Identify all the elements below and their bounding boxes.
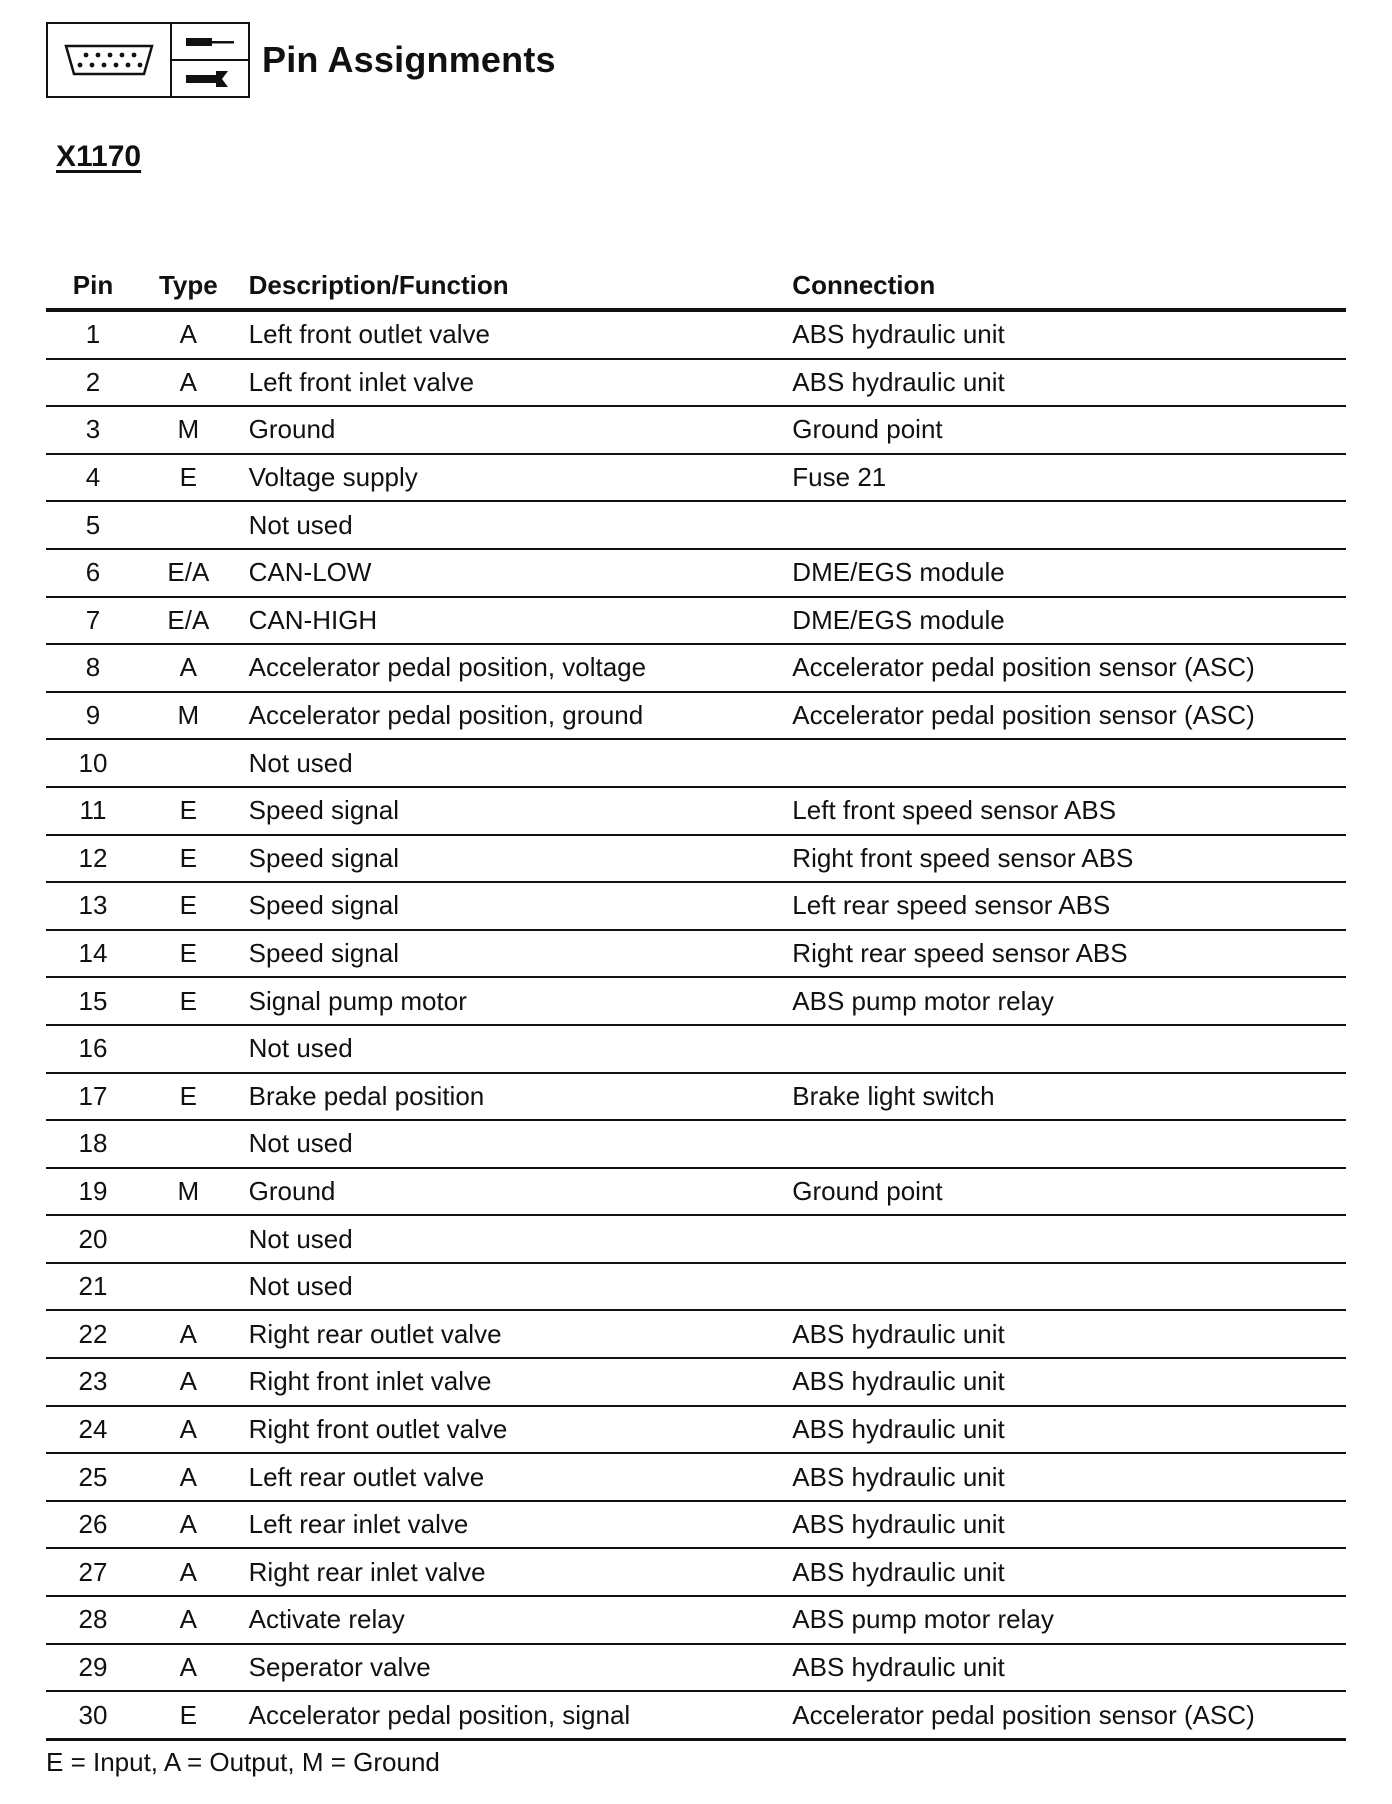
connection-cell: Left front speed sensor ABS [792,787,1346,835]
table-row [46,454,1346,502]
type-cell: E [140,1691,237,1739]
table-row [46,977,1346,1025]
pin-cell: 6 [46,549,140,597]
description-cell: Not used [237,1263,793,1311]
description-cell: Left rear outlet valve [237,1453,793,1501]
table-row [46,835,1346,883]
pin-cell: 30 [46,1691,140,1739]
type-cell: E [140,454,237,502]
pin-cell: 21 [46,1263,140,1311]
table-row [46,501,1346,549]
connection-cell: Ground point [792,406,1346,454]
description-cell: Signal pump motor [237,977,793,1025]
table-row [46,310,1346,359]
table-row [46,1644,1346,1692]
pin-cell: 17 [46,1073,140,1121]
pin-cell: 7 [46,597,140,645]
pin-cell: 26 [46,1501,140,1549]
pin-cell: 19 [46,1168,140,1216]
connection-cell: Accelerator pedal position sensor (ASC) [792,692,1346,740]
type-cell [140,1215,237,1263]
connection-cell: Fuse 21 [792,454,1346,502]
connection-cell: DME/EGS module [792,597,1346,645]
table-row [46,1596,1346,1644]
table-row [46,1548,1346,1596]
connection-cell: ABS hydraulic unit [792,1310,1346,1358]
type-cell: A [140,1548,237,1596]
pin-cell: 15 [46,977,140,1025]
description-cell: Ground [237,1168,793,1216]
connection-cell [792,1215,1346,1263]
description-cell: Left front outlet valve [237,310,793,359]
description-cell: Not used [237,1120,793,1168]
type-cell: A [140,1644,237,1692]
connection-cell: ABS pump motor relay [792,1596,1346,1644]
table-row [46,692,1346,740]
table-row [46,597,1346,645]
column-header-type: Type [140,262,237,310]
type-cell [140,501,237,549]
type-cell: A [140,1453,237,1501]
description-cell: Accelerator pedal position, voltage [237,644,793,692]
description-cell: CAN-HIGH [237,597,793,645]
type-cell [140,1025,237,1073]
connection-cell: Accelerator pedal position sensor (ASC) [792,644,1346,692]
connection-cell: ABS hydraulic unit [792,359,1346,407]
column-header-pin: Pin [46,262,140,310]
description-cell: Accelerator pedal position, ground [237,692,793,740]
pin-cell: 13 [46,882,140,930]
pin-rows [46,310,1346,1739]
connection-cell: Left rear speed sensor ABS [792,882,1346,930]
type-cell: A [140,1501,237,1549]
table-row [46,1073,1346,1121]
description-cell: Left rear inlet valve [237,1501,793,1549]
table-row [46,930,1346,978]
connection-cell: ABS hydraulic unit [792,1644,1346,1692]
description-cell: Not used [237,501,793,549]
table-row [46,1453,1346,1501]
page-title: Pin Assignments [262,39,556,80]
connection-cell: ABS hydraulic unit [792,1501,1346,1549]
description-cell: Speed signal [237,930,793,978]
table-row [46,1310,1346,1358]
table-row [46,1120,1346,1168]
type-cell: E [140,977,237,1025]
wrench-icon [172,61,248,96]
type-cell: A [140,1358,237,1406]
type-cell: M [140,406,237,454]
description-cell: Left front inlet valve [237,359,793,407]
table-row [46,882,1346,930]
connection-cell: DME/EGS module [792,549,1346,597]
tools-icon [172,24,248,96]
table-row [46,359,1346,407]
type-cell: A [140,644,237,692]
screwdriver-icon [172,24,248,61]
description-cell: Not used [237,1025,793,1073]
type-cell: A [140,1310,237,1358]
description-cell: Speed signal [237,787,793,835]
pin-cell: 10 [46,739,140,787]
connection-cell [792,501,1346,549]
table-row [46,787,1346,835]
table-row [46,549,1346,597]
table-row [46,644,1346,692]
description-cell: Activate relay [237,1596,793,1644]
type-cell: A [140,1596,237,1644]
table-row [46,1691,1346,1739]
type-cell: E [140,787,237,835]
connection-cell: ABS hydraulic unit [792,1406,1346,1454]
pin-cell: 1 [46,310,140,359]
type-cell: E [140,835,237,883]
type-cell [140,739,237,787]
type-cell: A [140,1406,237,1454]
connection-cell: Ground point [792,1168,1346,1216]
table-row [46,1025,1346,1073]
connection-cell [792,1263,1346,1311]
description-cell: Speed signal [237,882,793,930]
description-cell: Speed signal [237,835,793,883]
table-row [46,1406,1346,1454]
page-header [46,20,556,100]
type-cell: A [140,310,237,359]
table-row [46,1358,1346,1406]
description-cell: Right rear inlet valve [237,1548,793,1596]
connection-cell [792,739,1346,787]
type-legend: E = Input, A = Output, M = Ground [46,1747,440,1777]
description-cell: Seperator valve [237,1644,793,1692]
description-cell: Voltage supply [237,454,793,502]
type-cell: E [140,930,237,978]
description-cell: Ground [237,406,793,454]
connection-cell: Right front speed sensor ABS [792,835,1346,883]
pin-cell: 29 [46,1644,140,1692]
description-cell: Brake pedal position [237,1073,793,1121]
type-cell: E/A [140,549,237,597]
type-cell: E/A [140,597,237,645]
description-cell: CAN-LOW [237,549,793,597]
pin-cell: 8 [46,644,140,692]
type-cell [140,1120,237,1168]
connection-cell: ABS hydraulic unit [792,1548,1346,1596]
type-cell: E [140,882,237,930]
column-header-description: Description/Function [237,262,793,310]
type-cell: E [140,1073,237,1121]
description-cell: Right front outlet valve [237,1406,793,1454]
header-icon-box [46,22,250,98]
description-cell: Not used [237,1215,793,1263]
type-cell: M [140,1168,237,1216]
pin-cell: 22 [46,1310,140,1358]
pin-cell: 4 [46,454,140,502]
connection-cell: ABS hydraulic unit [792,1358,1346,1406]
description-cell: Right front inlet valve [237,1358,793,1406]
table-header-row [46,262,1346,310]
connection-cell: ABS pump motor relay [792,977,1346,1025]
connection-cell: Right rear speed sensor ABS [792,930,1346,978]
pin-cell: 27 [46,1548,140,1596]
pin-cell: 28 [46,1596,140,1644]
pin-cell: 24 [46,1406,140,1454]
connector-id: X1170 [56,140,142,173]
description-cell: Right rear outlet valve [237,1310,793,1358]
pin-cell: 9 [46,692,140,740]
pin-cell: 25 [46,1453,140,1501]
connection-cell [792,1025,1346,1073]
type-cell: A [140,359,237,407]
connection-cell: ABS hydraulic unit [792,310,1346,359]
type-cell: M [140,692,237,740]
table-row [46,1501,1346,1549]
pin-cell: 2 [46,359,140,407]
pin-cell: 18 [46,1120,140,1168]
pin-cell: 12 [46,835,140,883]
pin-cell: 5 [46,501,140,549]
pin-cell: 20 [46,1215,140,1263]
connection-cell [792,1120,1346,1168]
type-cell [140,1263,237,1311]
description-cell: Accelerator pedal position, signal [237,1691,793,1739]
pin-cell: 16 [46,1025,140,1073]
pin-cell: 11 [46,787,140,835]
table-row [46,1168,1346,1216]
table-row [46,406,1346,454]
connection-cell: Brake light switch [792,1073,1346,1121]
description-cell: Not used [237,739,793,787]
column-header-connection: Connection [792,262,1346,310]
connector-icon [48,24,172,96]
table-row [46,739,1346,787]
pin-assignment-table [46,262,1346,1741]
connection-cell: Accelerator pedal position sensor (ASC) [792,1691,1346,1739]
connection-cell: ABS hydraulic unit [792,1453,1346,1501]
pin-cell: 23 [46,1358,140,1406]
table-row [46,1215,1346,1263]
connector-icon-graphic [62,42,156,78]
pin-cell: 3 [46,406,140,454]
table-row [46,1263,1346,1311]
pin-cell: 14 [46,930,140,978]
